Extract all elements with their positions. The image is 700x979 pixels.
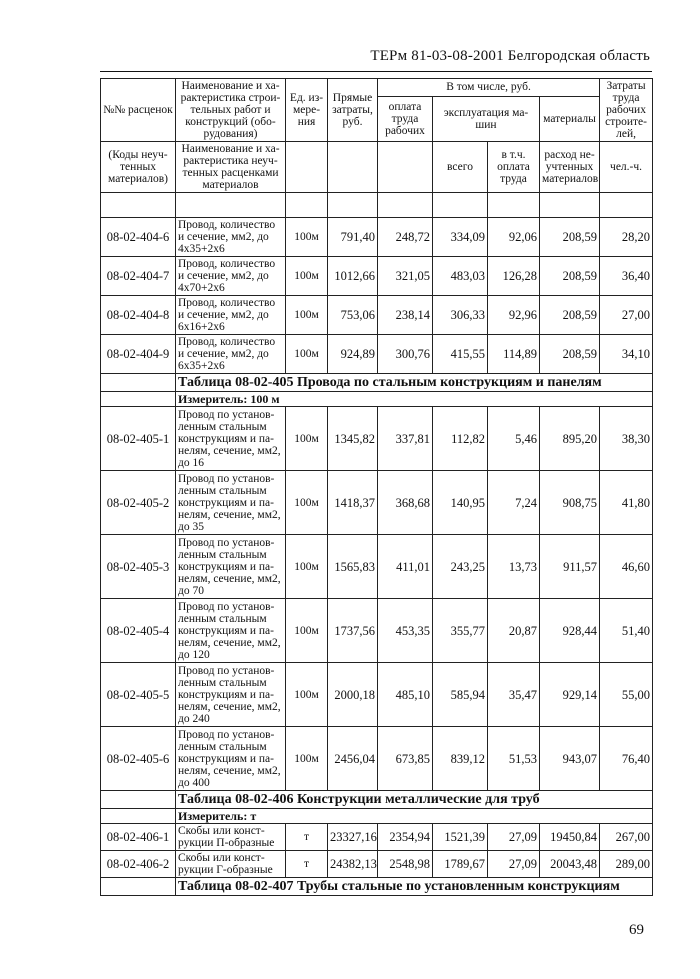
rate-code: 08-02-405-4	[101, 599, 176, 663]
materials-cost: 20043,48	[540, 851, 600, 878]
work-name: Провод по установ-ленным стальным конструкциям и па-нелям, сечение, мм2, до 35	[176, 471, 286, 535]
rate-code: 08-02-405-6	[101, 727, 176, 791]
materials-cost: 208,59	[540, 257, 600, 296]
rate-code: 08-02-405-1	[101, 407, 176, 471]
machines-cost: 243,25	[433, 535, 488, 599]
machines-wages-cost: 114,89	[488, 335, 540, 374]
work-name: Скобы или конст-рукции Г-образные	[176, 851, 286, 878]
wages-cost: 321,05	[378, 257, 433, 296]
table-row	[101, 257, 653, 296]
labor-cost: 51,40	[600, 599, 653, 663]
machines-cost: 306,33	[433, 296, 488, 335]
col-labor-unit-header: чел.-ч.	[600, 142, 653, 193]
table-row	[101, 727, 653, 791]
direct-cost: 1418,37	[328, 471, 378, 535]
unit-cell: 100м	[286, 218, 328, 257]
direct-cost: 924,89	[328, 335, 378, 374]
col-unit-header: Ед. из-мере-ния	[286, 79, 328, 142]
machines-wages-cost: 92,96	[488, 296, 540, 335]
direct-cost: 1012,66	[328, 257, 378, 296]
machines-cost: 355,77	[433, 599, 488, 663]
rows-08-02-405	[101, 407, 653, 791]
work-name: Провод по установ-ленным стальным конструкциям и па-нелям, сечение, мм2, до 400	[176, 727, 286, 791]
unit-cell: 100м	[286, 296, 328, 335]
rate-code: 08-02-404-6	[101, 218, 176, 257]
col-materials-header: материалы	[540, 96, 600, 142]
machines-cost: 1789,67	[433, 851, 488, 878]
unit-cell: 100м	[286, 663, 328, 727]
machines-wages-cost: 20,87	[488, 599, 540, 663]
direct-cost: 1345,82	[328, 407, 378, 471]
col-wages-header: оплата труда рабочих	[378, 96, 433, 142]
materials-cost: 943,07	[540, 727, 600, 791]
materials-cost: 911,57	[540, 535, 600, 599]
wages-cost: 673,85	[378, 727, 433, 791]
work-name: Провод по установ-ленным стальным конструкциям и па-нелям, сечение, мм2, до 120	[176, 599, 286, 663]
wages-cost: 248,72	[378, 218, 433, 257]
table-row	[101, 471, 653, 535]
labor-cost: 289,00	[600, 851, 653, 878]
wages-cost: 238,14	[378, 296, 433, 335]
labor-cost: 34,10	[600, 335, 653, 374]
rate-code: 08-02-404-8	[101, 296, 176, 335]
col-machines-header: эксплуатация ма-шин	[433, 96, 540, 142]
machines-wages-cost: 35,47	[488, 663, 540, 727]
materials-cost: 208,59	[540, 296, 600, 335]
unit-cell: 100м	[286, 335, 328, 374]
machines-wages-cost: 27,09	[488, 824, 540, 851]
col-machines-total-header: всего	[433, 142, 488, 193]
unit-cell: 100м	[286, 257, 328, 296]
col-name2-header: Наименование и ха-рактеристика неуч-тенных расценками материалов	[176, 142, 286, 193]
wages-cost: 453,35	[378, 599, 433, 663]
table-407-title: Таблица 08-02-407 Трубы стальные по установленным конструкциям	[176, 878, 653, 896]
machines-cost: 112,82	[433, 407, 488, 471]
materials-cost: 208,59	[540, 218, 600, 257]
wages-cost: 368,68	[378, 471, 433, 535]
work-name: Провод, количество и сечение, мм2, до 6х35+2х6	[176, 335, 286, 374]
machines-wages-cost: 5,46	[488, 407, 540, 471]
col-name-header: Наименование и ха-рактеристика строи-тельных работ и конструкций (обо-рудования)	[176, 79, 286, 142]
col-materials2-header: расход не-учтенных материалов	[540, 142, 600, 193]
machines-wages-cost: 126,28	[488, 257, 540, 296]
unit-cell: т	[286, 851, 328, 878]
materials-cost: 208,59	[540, 335, 600, 374]
header-rule	[100, 71, 652, 72]
materials-cost: 19450,84	[540, 824, 600, 851]
wages-cost: 2548,98	[378, 851, 433, 878]
machines-cost: 140,95	[433, 471, 488, 535]
unit-cell: 100м	[286, 407, 328, 471]
header-row-1	[101, 79, 653, 97]
wages-cost: 337,81	[378, 407, 433, 471]
work-name: Провод, количество и сечение, мм2, до 6х16+2х6	[176, 296, 286, 335]
table-row	[101, 218, 653, 257]
direct-cost: 753,06	[328, 296, 378, 335]
work-name: Провод, количество и сечение, мм2, до 4х35+2х6	[176, 218, 286, 257]
materials-cost: 908,75	[540, 471, 600, 535]
wages-cost: 300,76	[378, 335, 433, 374]
table-405-measure: Измеритель: 100 м	[176, 392, 653, 407]
rate-code: 08-02-406-2	[101, 851, 176, 878]
work-name: Провод по установ-ленным стальным конструкциям и па-нелям, сечение, мм2, до 16	[176, 407, 286, 471]
work-name: Провод, количество и сечение, мм2, до 4х70+2х6	[176, 257, 286, 296]
col-code2-header: (Коды неуч-тенных материалов)	[101, 142, 176, 193]
table-row	[101, 296, 653, 335]
col-machines-wages-header: в т.ч. оплата труда	[488, 142, 540, 193]
labor-cost: 27,00	[600, 296, 653, 335]
rate-code: 08-02-404-9	[101, 335, 176, 374]
table-407-title-row	[101, 878, 653, 896]
machines-cost: 1521,39	[433, 824, 488, 851]
col-code-header: №№ расценок	[101, 79, 176, 142]
wages-cost: 411,01	[378, 535, 433, 599]
table-405-title: Таблица 08-02-405 Провода по стальным конструкциям и панелям	[176, 374, 653, 392]
machines-wages-cost: 51,53	[488, 727, 540, 791]
unit-cell: 100м	[286, 599, 328, 663]
machines-cost: 483,03	[433, 257, 488, 296]
rows-08-02-404	[101, 218, 653, 374]
rate-code: 08-02-405-2	[101, 471, 176, 535]
table-row	[101, 663, 653, 727]
machines-cost: 415,55	[433, 335, 488, 374]
page-number: 69	[629, 922, 644, 938]
table-406-title-row	[101, 791, 653, 809]
table-row	[101, 851, 653, 878]
labor-cost: 36,40	[600, 257, 653, 296]
spacer-row	[101, 193, 653, 218]
table-405-title-row	[101, 374, 653, 392]
direct-cost: 2456,04	[328, 727, 378, 791]
machines-wages-cost: 7,24	[488, 471, 540, 535]
table-406-title: Таблица 08-02-406 Конструкции металлические для труб	[176, 791, 653, 809]
direct-cost: 23327,16	[328, 824, 378, 851]
labor-cost: 41,80	[600, 471, 653, 535]
table-row	[101, 824, 653, 851]
empty-cell	[328, 142, 378, 193]
empty-cell	[378, 142, 433, 193]
rate-code: 08-02-404-7	[101, 257, 176, 296]
machines-wages-cost: 92,06	[488, 218, 540, 257]
machines-cost: 334,09	[433, 218, 488, 257]
wages-cost: 485,10	[378, 663, 433, 727]
direct-cost: 2000,18	[328, 663, 378, 727]
price-table	[100, 78, 653, 896]
table-row	[101, 407, 653, 471]
rate-code: 08-02-405-5	[101, 663, 176, 727]
direct-cost: 1737,56	[328, 599, 378, 663]
machines-wages-cost: 27,09	[488, 851, 540, 878]
col-labor-header: Затраты труда рабочих строите-лей,	[600, 79, 653, 142]
table-row	[101, 335, 653, 374]
work-name: Провод по установ-ленным стальным конструкциям и па-нелям, сечение, мм2, до 240	[176, 663, 286, 727]
direct-cost: 791,40	[328, 218, 378, 257]
header-row-3	[101, 142, 653, 193]
unit-cell: 100м	[286, 535, 328, 599]
table-row	[101, 599, 653, 663]
materials-cost: 928,44	[540, 599, 600, 663]
work-name: Провод по установ-ленным стальным конструкциям и па-нелям, сечение, мм2, до 70	[176, 535, 286, 599]
unit-cell: 100м	[286, 471, 328, 535]
machines-cost: 585,94	[433, 663, 488, 727]
wages-cost: 2354,94	[378, 824, 433, 851]
labor-cost: 76,40	[600, 727, 653, 791]
table-405-measure-row	[101, 392, 653, 407]
labor-cost: 267,00	[600, 824, 653, 851]
materials-cost: 895,20	[540, 407, 600, 471]
labor-cost: 38,30	[600, 407, 653, 471]
labor-cost: 55,00	[600, 663, 653, 727]
rate-code: 08-02-405-3	[101, 535, 176, 599]
direct-cost: 1565,83	[328, 535, 378, 599]
machines-cost: 839,12	[433, 727, 488, 791]
empty-cell	[286, 142, 328, 193]
document-header: ТЕРм 81-03-08-2001 Белгородская область	[370, 48, 650, 64]
unit-cell: 100м	[286, 727, 328, 791]
rate-code: 08-02-406-1	[101, 824, 176, 851]
labor-cost: 28,20	[600, 218, 653, 257]
table-406-measure-row	[101, 809, 653, 824]
col-direct-header: Прямые затраты, руб.	[328, 79, 378, 142]
table-row	[101, 535, 653, 599]
rows-08-02-406	[101, 824, 653, 878]
labor-cost: 46,60	[600, 535, 653, 599]
machines-wages-cost: 13,73	[488, 535, 540, 599]
work-name: Скобы или конст-рукции П-образные	[176, 824, 286, 851]
materials-cost: 929,14	[540, 663, 600, 727]
direct-cost: 24382,13	[328, 851, 378, 878]
col-incl-header: В том числе, руб.	[378, 79, 600, 97]
unit-cell: т	[286, 824, 328, 851]
table-406-measure: Измеритель: т	[176, 809, 653, 824]
